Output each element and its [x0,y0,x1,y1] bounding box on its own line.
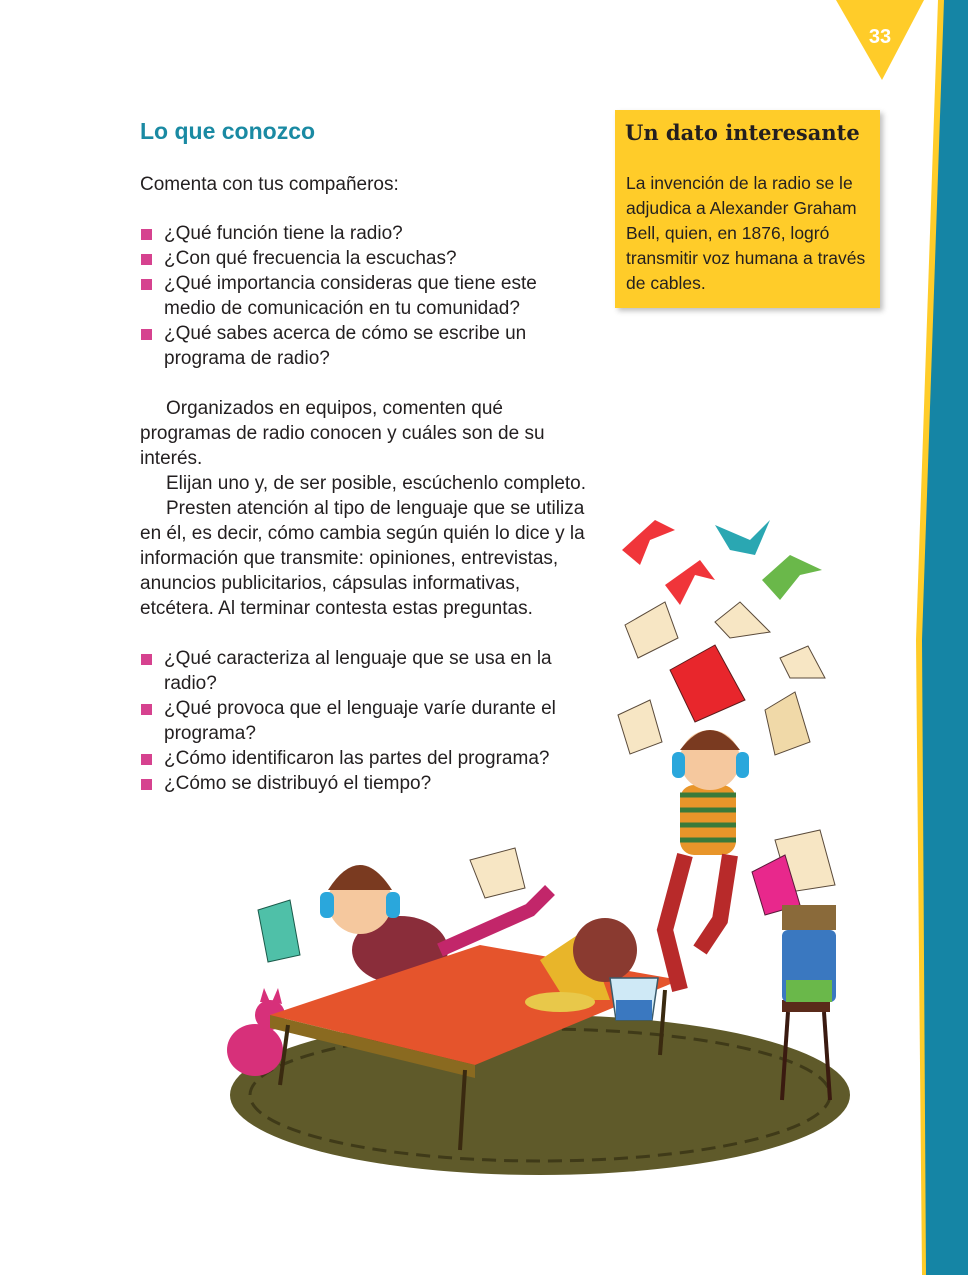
question-list-1 [140,221,580,371]
paper-icon [618,700,662,754]
fact-box [615,110,880,308]
radio-studio-illustration [210,510,850,1180]
bullet-square-icon [141,654,152,665]
bullet-square-icon [141,754,152,765]
paper-icon [470,848,525,898]
list-item: ¿Qué sabes acerca de cómo se escribe un programa de radio? [140,321,580,371]
side-stripe-decoration [908,0,968,1275]
glass-icon [610,978,658,1020]
bird-icon [762,555,822,600]
list-item: ¿Cómo identificaron las partes del programa? [140,746,580,771]
paper-icon [780,646,825,678]
list-item: ¿Con qué frecuencia la escuchas? [140,246,580,271]
page-number: 33 [868,26,892,48]
bullet-square-icon [141,329,152,340]
bird-icon [622,520,675,565]
list-item: ¿Qué función tiene la radio? [140,221,580,246]
bullet-square-icon [141,229,152,240]
bird-icon [665,560,715,605]
intro-text: Comenta con tus compañeros: [140,174,399,195]
paper-icon [625,602,678,658]
fact-box-title: Un dato interesante [625,120,860,145]
list-item: ¿Qué caracteriza al lenguaje que se usa en la radio? [140,646,580,696]
bullet-square-icon [141,704,152,715]
paper-icon [258,900,300,962]
paragraph: Presten atención al tipo de lenguaje que se utiliza en él, es decir, cómo cambia según quién lo dice y la información que transmite: opiniones, entrevistas, anuncios publicitarios, cápsulas informativas, etcétera. Al terminar contesta estas preguntas. [140,498,585,619]
paper-icon [765,692,810,755]
paper-icon [715,602,770,638]
paper-icon [670,645,745,722]
list-item: ¿Qué importancia consideras que tiene este medio de comunicación en tu comunidad? [140,271,580,321]
fact-box-text: La invención de la radio se le adjudica a Alexander Graham Bell, quien, en 1876, logró transmitir voz humana a través de cables. [626,173,866,293]
bullet-square-icon [141,779,152,790]
section-title: Lo que conozco [140,118,316,144]
list-item: ¿Cómo se distribuyó el tiempo? [140,771,580,796]
paragraph: Elijan uno y, de ser posible, escúchenlo completo. [166,473,587,494]
bullet-square-icon [141,254,152,265]
bullet-square-icon [141,279,152,290]
cat-icon [227,988,285,1076]
boy-right-figure [665,730,749,990]
list-item: ¿Qué provoca que el lenguaje varíe durante el programa? [140,696,580,746]
paragraph: Organizados en equipos, comenten qué programas de radio conocen y cuáles son de su interés. [140,398,545,469]
bird-icon [715,520,770,555]
